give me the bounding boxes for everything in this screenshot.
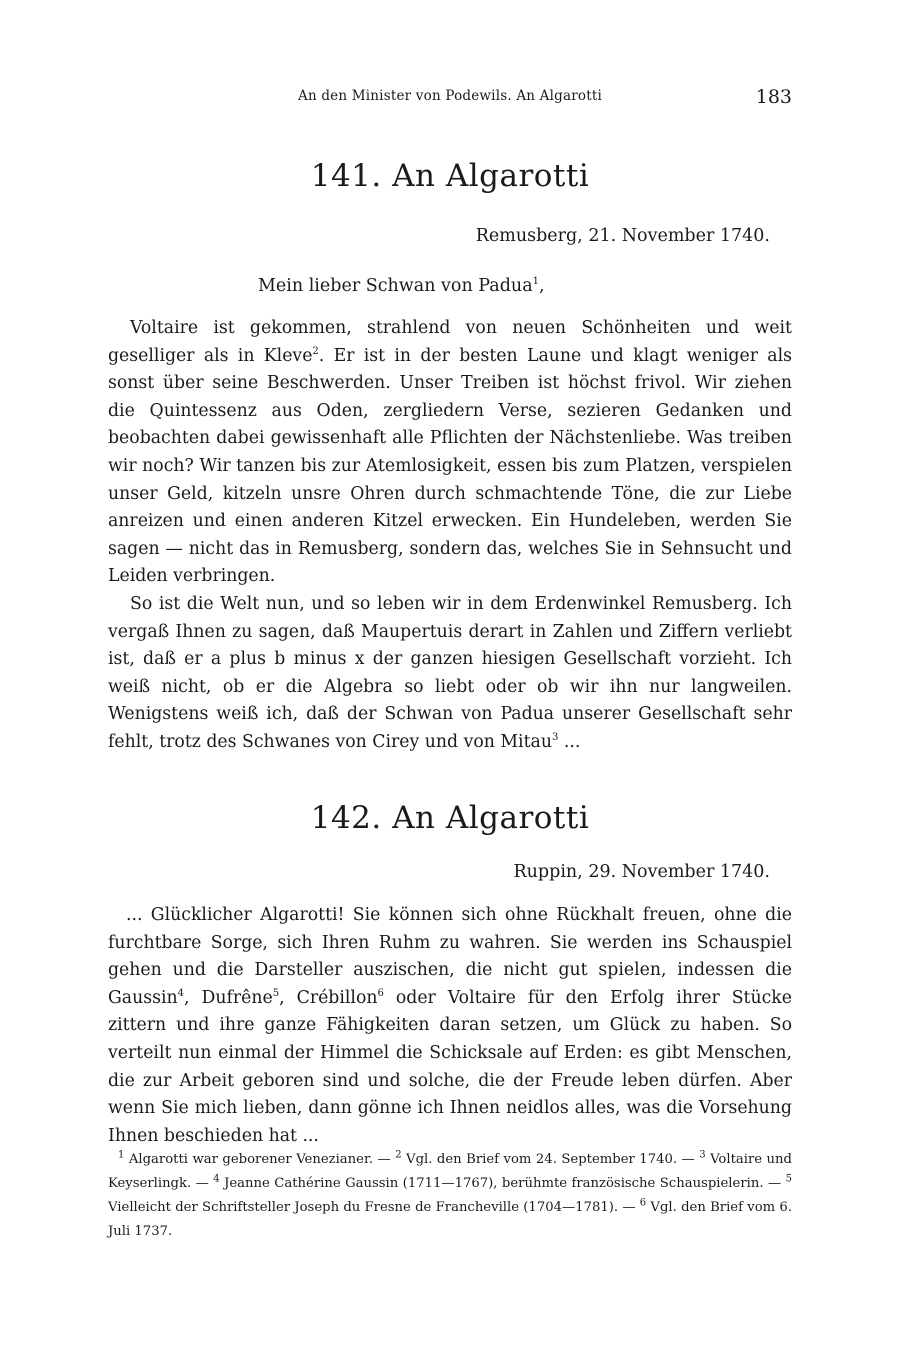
running-title: An den Minister von Podewils. An Algarotti xyxy=(298,88,602,104)
footnote-text: Vielleicht der Schriftsteller Joseph du Fresne de Francheville (1704—1781). — xyxy=(108,1200,640,1215)
footnotes xyxy=(108,1148,792,1244)
letter-142-body xyxy=(108,902,792,1150)
footnote-number: 6 xyxy=(639,1197,647,1209)
letter-141-paragraph-2 xyxy=(108,591,792,757)
footnote-ref: 4 xyxy=(177,988,185,1000)
footnote-ref: 5 xyxy=(272,988,280,1000)
footnote-ref: 6 xyxy=(377,988,384,1000)
footnote-number: 5 xyxy=(785,1173,792,1185)
footnote-text: Voltaire und Keyserlingk. — xyxy=(108,1152,792,1191)
footnote-ref: 3 xyxy=(551,732,559,744)
text-segment: ... xyxy=(558,731,581,752)
footnote-text: Jeanne Cathérine Gaussin (1711—1767), berühmte französische Schauspielerin. — xyxy=(219,1176,786,1191)
letter-141-dateline: Remusberg, 21. November 1740. xyxy=(475,226,770,246)
text-segment: . Er ist in der besten Laune und klagt weniger als sonst über seine Beschwerden. Unser Treiben ist höchst frivol. Wir ziehen die Quintessenz aus Oden, zergliedern Verse, sezieren Gedanken und beobachten dabei gewissenhaft alle Pflichten der Nächstenliebe. Was treiben wir noch? Wir tanzen bis zur Atemlosigkeit, essen bis zum Platzen, verspielen unser Geld, kitzeln unsre Ohren durch schmachtende Töne, die zur Liebe anreizen und einen anderen Kitzel erwecken. Ein Hundeleben, werden Sie sagen — nicht das in Remusberg, sondern das, welches Sie in Sehnsucht und Leiden verbringen. xyxy=(108,345,792,587)
letter-142-dateline: Ruppin, 29. November 1740. xyxy=(513,862,770,882)
letter-141-salutation xyxy=(258,276,545,296)
footnote-text: Vgl. den Brief vom 6. Juli 1737. xyxy=(108,1200,792,1239)
salutation-text: Mein lieber Schwan von Padua xyxy=(258,276,533,296)
letter-141-paragraph-1 xyxy=(108,315,792,591)
footnote-number: 1 xyxy=(118,1149,125,1161)
footnote-number: 4 xyxy=(213,1173,220,1185)
footnote-text: Algarotti war geborener Venezianer. — xyxy=(124,1152,396,1167)
letter-142-heading: 142. An Algarotti xyxy=(310,800,590,836)
letter-141-body xyxy=(108,315,792,757)
footnote-text: Vgl. den Brief vom 24. September 1740. — xyxy=(401,1152,700,1167)
text-segment: , Dufrêne xyxy=(184,987,273,1008)
footnote-block xyxy=(108,1148,792,1244)
text-segment: ... Glücklicher Algarotti! Sie können sich ohne Rückhalt freuen, ohne die furchtbare Sorge, sich Ihren Ruhm zu wahren. Sie werden ins Schauspiel gehen und die Darsteller auszischen, die nicht gut spielen, indessen die Gaussin xyxy=(108,905,792,1008)
salutation-end: , xyxy=(539,276,545,296)
footnote-number: 2 xyxy=(395,1149,402,1161)
text-segment: oder Voltaire für den Erfolg ihrer Stücke zittern und ihre ganze Fähigkeiten daran setzen, um Glück zu haben. So verteilt nun einmal der Himmel die Schicksale auf Erden: es gibt Menschen, die zur Arbeit geboren sind und solche, die der Freude leben dürfen. Aber wenn Sie mich lieben, dann gönne ich Ihnen neidlos alles, was die Vorsehung Ihnen beschieden hat ... xyxy=(108,987,792,1146)
footnote-ref: 2 xyxy=(312,345,319,357)
footnote-number: 3 xyxy=(699,1149,706,1161)
text-segment: , Crébillon xyxy=(279,987,378,1008)
letter-141-heading: 141. An Algarotti xyxy=(310,158,590,194)
footnote-ref: 1 xyxy=(532,276,540,288)
running-head xyxy=(108,88,792,114)
text-segment: Voltaire ist gekommen, strahlend von neuen Schönheiten und weit geselliger als in Kleve xyxy=(108,318,792,366)
text-segment: So ist die Welt nun, und so leben wir in dem Erdenwinkel Remusberg. Ich vergaß Ihnen zu sagen, daß Maupertuis derart in Zahlen und Ziffern verliebt ist, daß er a plus b minus x der ganzen hiesigen Gesellschaft vorzieht. Ich weiß nicht, ob er die Algebra so liebt oder ob wir ihn nur langweilen. Wenigstens weiß ich, daß der Schwan von Padua unserer Gesellschaft sehr fehlt, trotz des Schwanes von Cirey und von Mitau xyxy=(108,593,792,752)
letter-142-paragraph-1 xyxy=(108,902,792,1150)
page-number: 183 xyxy=(755,86,792,108)
